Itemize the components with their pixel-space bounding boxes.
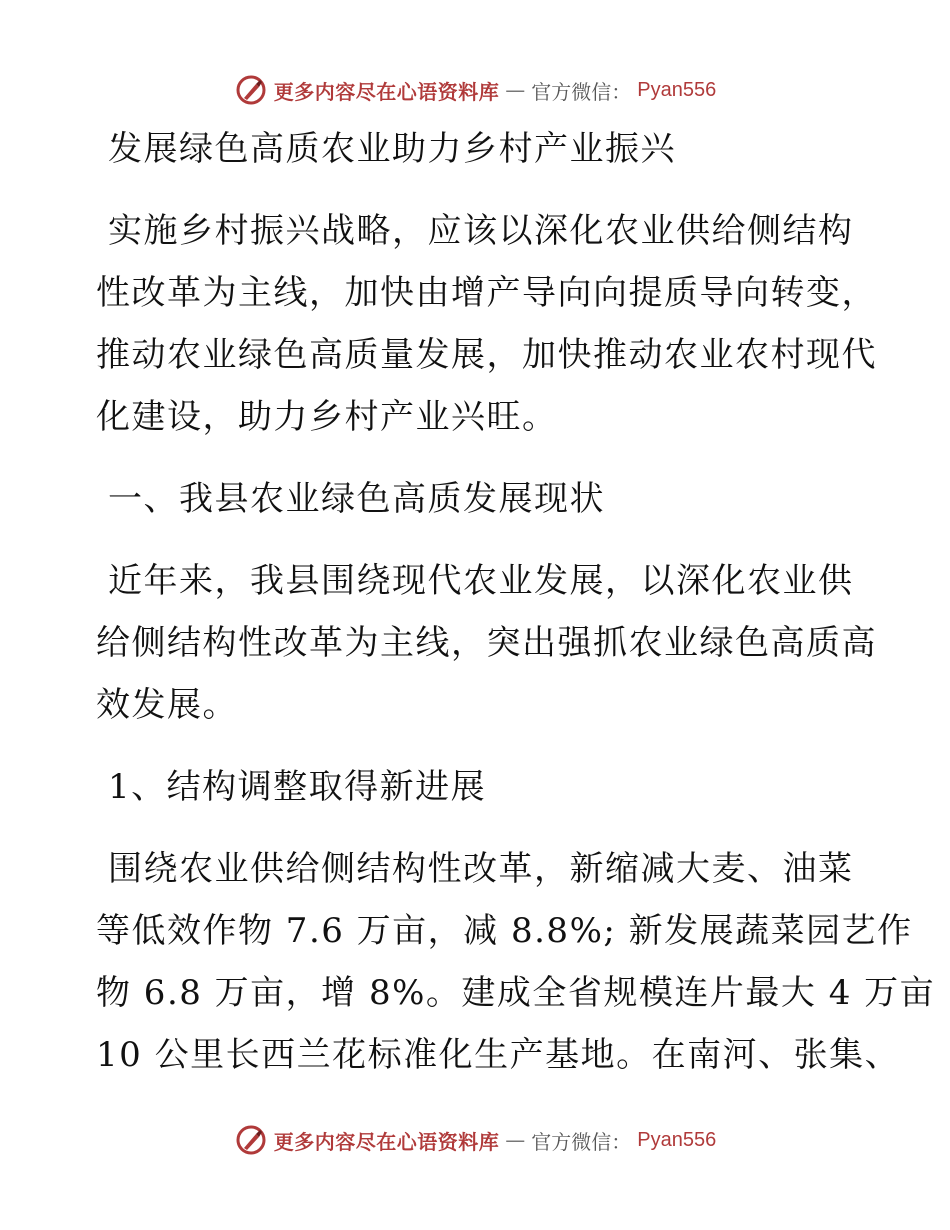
watermark-label: 官方微信：	[531, 1129, 632, 1154]
watermark-main-text: 更多内容尽在心语资料库	[273, 79, 500, 104]
watermark-banner-top	[0, 70, 950, 110]
watermark-label: 官方微信：	[531, 79, 632, 104]
paragraph-line: 等低效作物 7.6 万亩，减 8.8%; 新发展蔬菜园艺作	[96, 911, 913, 951]
paragraph-line: 近年来，我县围绕现代农业发展，以深化农业供	[108, 561, 854, 601]
watermark-dash: —	[505, 78, 526, 102]
intro-paragraph	[96, 200, 877, 448]
paragraph-line: 效发展。	[96, 685, 238, 725]
paragraph-line: 性改革为主线，加快由增产导向向提质导向转变，	[96, 273, 877, 313]
section-heading: 一、我县农业绿色高质发展现状	[108, 479, 605, 519]
paragraph-line: 物 6.8 万亩，增 8%。建成全省规模连片最大 4 万亩	[96, 973, 936, 1013]
pen-logo-icon	[234, 1123, 268, 1157]
paragraph-line: 给侧结构性改革为主线，突出强抓农业绿色高质高	[96, 623, 877, 663]
document-body	[96, 118, 936, 1086]
paragraph-line: 推动农业绿色高质量发展，加快推动农业农村现代	[96, 335, 877, 375]
sub-paragraph	[96, 838, 936, 1086]
watermark-wechat-id: Pyan556	[637, 1128, 717, 1151]
watermark-wechat-id: Pyan556	[637, 78, 717, 101]
paragraph-line: 围绕农业供给侧结构性改革，新缩减大麦、油菜	[108, 849, 854, 889]
paragraph-line: 化建设，助力乡村产业兴旺。	[96, 397, 558, 437]
watermark-main-text: 更多内容尽在心语资料库	[273, 1129, 500, 1154]
document-title: 发展绿色高质农业助力乡村产业振兴	[108, 129, 676, 169]
watermark-dash: —	[505, 1128, 526, 1152]
pen-logo-icon	[234, 73, 268, 107]
watermark-banner-bottom	[0, 1120, 950, 1160]
paragraph-line: 实施乡村振兴战略，应该以深化农业供给侧结构	[108, 211, 854, 251]
section-paragraph	[96, 550, 877, 736]
sub-heading: 1、结构调整取得新进展	[108, 767, 487, 807]
paragraph-line: 10 公里长西兰花标准化生产基地。在南河、张集、	[96, 1035, 901, 1075]
